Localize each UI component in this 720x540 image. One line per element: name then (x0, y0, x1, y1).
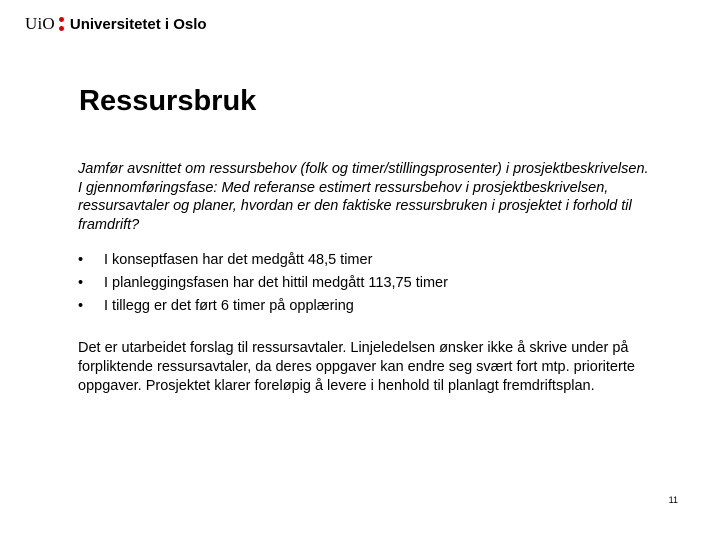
page-number: 11 (668, 495, 678, 505)
closing-paragraph: Det er utarbeidet forslag til ressursavtaler. Linjeledelsen ønsker ikke å skrive under på forpliktende ressursavtaler, da deres oppgaver kan endre seg svært fort mtp. prioriterte oppgaver. Prosjektet klarer foreløpig å levere i henhold til planlagt fremdriftsplan. (78, 340, 635, 394)
slide-title: Ressursbruk (79, 85, 257, 117)
logo-dot-bottom (59, 26, 64, 31)
hours-bullet-list (78, 249, 688, 319)
logo-colon-mark (59, 17, 64, 31)
uio-logo (25, 13, 207, 35)
logo-university-name: Universitetet i Oslo (69, 15, 207, 33)
logo-dot-top (59, 17, 64, 22)
intro-paragraph-1: Jamfør avsnittet om ressursbehov (folk og timer/stillingsprosenter) i prosjektbeskrivelsen. (78, 161, 649, 177)
bullet-dot: • (78, 275, 84, 291)
bullet-item (78, 272, 688, 295)
bullet-item (78, 249, 688, 272)
bullet-text: I tillegg er det ført 6 timer på opplæring (104, 298, 354, 315)
bullet-dot: • (78, 298, 84, 315)
logo-uio-text: UiO (25, 14, 55, 33)
intro-text (78, 160, 688, 235)
bullet-item (78, 295, 688, 318)
slide-content (78, 160, 688, 395)
bullet-text: I konseptfasen har det medgått 48,5 timer (104, 251, 373, 268)
intro-paragraph-2: I gjennomføringsfase: Med referanse estimert ressursbehov i prosjektbeskrivelsen, ressursavtaler og planer, hvordan er den faktiske ressursbruken i prosjektet i forhold til framdrift? (78, 179, 632, 234)
bullet-dot: • (78, 251, 84, 268)
bullet-text: I planleggingsfasen har det hittil medgått 113,75 timer (104, 275, 448, 291)
